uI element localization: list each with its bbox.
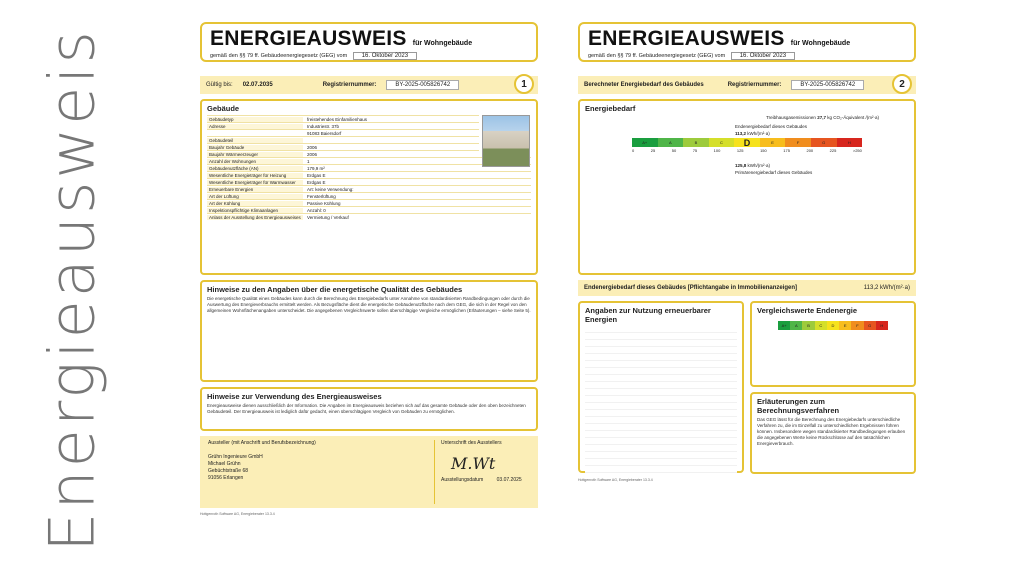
band-title: Berechneter Energiebedarf des Gebäudes <box>584 82 704 88</box>
primary-demand-value: 125,8 <box>735 163 747 168</box>
hint-title: Hinweise zu den Angaben über die energetische Qualität des Gebäudes <box>207 285 463 294</box>
building-section <box>200 99 538 275</box>
class-D: D <box>827 321 839 330</box>
row-key: Adresse <box>207 124 303 129</box>
registration-bar <box>578 76 916 94</box>
title-box <box>200 22 538 62</box>
building-row <box>207 115 479 122</box>
row-key: Gebäudeteil <box>207 138 303 143</box>
building-row <box>207 122 479 129</box>
row-value: Erdgas E <box>307 172 326 178</box>
class-C: C <box>709 138 735 147</box>
primary-demand-label: Primärenergiebedarf dieses Gebäudes <box>735 170 813 175</box>
row-key: Wesentliche Energieträger für Heizung <box>207 173 303 178</box>
row-key: Baujahr Wärmeerzeuger <box>207 152 303 157</box>
usage-title: Hinweise zur Verwendung des Energieausweises <box>207 392 382 401</box>
explanation-text: Das GEG lässt für die Berechnung des Energiebedarfs unterschiedliche Verfahren zu, die im Einzelfall zu unterschiedlichen Ergebnissen führen können. Insbesondere wegen standardisierter Randbedingungen erlauben die angegebenen Werte keine Rückschlüsse auf den tatsächlichen Energieverbrauch. <box>757 417 906 446</box>
hint-text: Die energetische Qualität eines Gebäudes kann durch die Berechnung des Energiebedarfs unter Annahme von standardisierten Randbedingungen oder durch die Auswertung des Energieverbrauchs ermittelt werden. Als Bezugsfläche dient die energetische Gebäudenutzfläche nach dem GEG, die sich in der Regel von den allgemeinen Wohnflächenangaben unterscheidet. Die angegebenen Vergleichswerte sollen überschlägige Vergleiche ermöglichen (Erläuterungen – siehe Seite 5). <box>207 296 531 313</box>
software-footer: Hottgenroth Software AG, Energieberater 13.3.4 <box>200 512 275 516</box>
row-key: Erneuerbare Energien <box>207 187 303 192</box>
issue-date: 03.07.2025 <box>496 477 522 483</box>
co2-value: 27,7 <box>817 115 826 120</box>
page-number: 1 <box>514 74 534 94</box>
tick-label: 175 <box>783 148 790 153</box>
law-date: 16. Oktober 2023 <box>731 52 795 60</box>
building-row <box>207 178 531 185</box>
building-row <box>207 150 479 157</box>
renewables-section <box>578 301 744 473</box>
row-key: Baujahr Gebäude <box>207 145 303 150</box>
issuer-address <box>208 454 426 482</box>
registration-bar <box>200 76 538 94</box>
doc-subtitle: für Wohngebäude <box>790 40 851 47</box>
issuer-line: Gebüchtstraße 68 <box>208 468 249 474</box>
class-G: G <box>811 138 837 147</box>
row-value: freistehendes Einfamilienhaus <box>307 116 368 122</box>
doc-title: ENERGIEAUSWEIS <box>588 27 785 50</box>
unit: kWh/(m²·a) <box>747 131 770 136</box>
tick-label: 150 <box>760 148 767 153</box>
energy-certificate-page-1 <box>200 22 538 554</box>
building-row <box>207 136 479 143</box>
explanation-title: Erläuterungen zum Berechnungsverfahren <box>757 397 840 415</box>
class-G: G <box>864 321 876 330</box>
issuer-line: Michael Grühn <box>208 461 241 467</box>
class-E: E <box>760 138 786 147</box>
row-value: 2006 <box>307 151 318 157</box>
row-key: Anzahl der Wohnungen <box>207 159 303 164</box>
building-row <box>207 143 479 150</box>
issuer-line: 91056 Erlangen <box>208 475 244 481</box>
efficiency-scale <box>632 138 862 147</box>
software-footer: Hottgenroth Software AG, Energieberater 13.3.4 <box>578 478 653 482</box>
valid-date: 02.07.2035 <box>242 82 273 88</box>
tick-label: 75 <box>692 148 698 153</box>
class-A: A <box>658 138 684 147</box>
row-key: Gebäudetyp <box>207 117 303 122</box>
comparison-section <box>750 301 916 387</box>
co2-unit: kg CO₂-Äquivalent /(m²·a) <box>827 115 879 120</box>
end-demand-bar <box>578 280 916 296</box>
row-key: Inspektionspflichtige Klimaanlagen <box>207 208 303 213</box>
row-key: Art der Lüftung <box>207 194 303 199</box>
class-H: H <box>837 138 863 147</box>
row-value: 2006 <box>307 144 318 150</box>
row-value: 179,9 m² <box>307 165 325 171</box>
class-B: B <box>683 138 709 147</box>
row-key: Gebäudenutzfläche (AN) <box>207 166 303 171</box>
valid-label: Gültig bis: <box>206 82 233 88</box>
row-key: Wesentliche Energieträger für Warmwasser <box>207 180 303 185</box>
reg-label: Registriernummer: <box>727 82 782 88</box>
row-value: Anzahl: 0 <box>307 207 326 213</box>
building-photo <box>482 115 530 167</box>
renewables-table <box>585 326 737 476</box>
class-B: B <box>802 321 814 330</box>
co2-label: Treibhausgasemissionen <box>766 115 816 120</box>
row-value: 1 <box>307 158 310 164</box>
row-value: Erdgas E <box>307 179 326 185</box>
comparison-scale <box>778 321 888 330</box>
tick-label: 100 <box>713 148 721 153</box>
tick-label: 200 <box>806 148 814 153</box>
class-C: C <box>815 321 827 330</box>
energy-certificate-page-2 <box>578 22 916 554</box>
tick-label: 25 <box>650 148 656 153</box>
end-demand-bar-value: 113,2 kWh/(m²·a) <box>863 285 910 291</box>
energy-demand-section <box>578 99 916 275</box>
building-row <box>207 213 531 220</box>
tick-label: >250 <box>852 148 862 153</box>
issuer-label: Aussteller (mit Anschrift und Berufsbezeichnung) <box>208 440 316 446</box>
class-E: E <box>839 321 851 330</box>
reg-label: Registriernummer: <box>322 82 377 88</box>
comparison-title: Vergleichswerte Endenergie <box>757 306 858 315</box>
building-row <box>207 185 531 192</box>
usage-section <box>200 387 538 431</box>
row-key: Anlass der Ausstellung des Energieausweises <box>207 215 303 220</box>
hint-section <box>200 280 538 382</box>
row-key: Art der Kühlung <box>207 201 303 206</box>
section-title: Energiebedarf <box>585 104 636 113</box>
end-demand-bar-label: Endenergiebedarf dieses Gebäudes [Pflichtangabe in Immobilienanzeigen] <box>584 285 798 291</box>
page-number: 2 <box>892 74 912 94</box>
row-value: Passive Kühlung <box>307 200 341 206</box>
unit: kWh/(m²·a) <box>747 163 771 168</box>
row-value: Art: keine Verwendung: <box>307 186 354 192</box>
end-demand-label: Endenergiebedarf dieses Gebäudes <box>735 124 808 129</box>
signature: M.Wt <box>451 454 496 473</box>
side-title: Energieausweis <box>35 28 109 552</box>
scale-ticks <box>632 148 862 153</box>
doc-title: ENERGIEAUSWEIS <box>210 27 407 50</box>
renewables-title: Angaben zur Nutzung erneuerbarer Energien <box>585 306 711 324</box>
building-row <box>207 199 531 206</box>
reg-number: BY-2025-005826742 <box>386 80 459 90</box>
law-text: gemäß den §§ 79 ff. Gebäudeenergiegesetz (GEG) vom <box>588 53 726 59</box>
doc-subtitle: für Wohngebäude <box>412 40 473 47</box>
law-text: gemäß den §§ 79 ff. Gebäudeenergiegesetz (GEG) vom <box>210 53 348 59</box>
building-row <box>207 192 531 199</box>
row-value: Fensterlüftung <box>307 193 336 199</box>
tick-label: 0 <box>632 148 635 153</box>
row-value: 91083 Baiersdorf <box>307 130 342 136</box>
class-H: H <box>876 321 888 330</box>
building-row <box>207 129 479 136</box>
end-demand-value: 113,2 <box>735 131 747 136</box>
class-F: F <box>785 138 811 147</box>
tick-label: 50 <box>671 148 677 153</box>
tick-label: 225 <box>829 148 837 153</box>
row-value: Vermietung / Verkauf <box>307 214 349 220</box>
explanation-section <box>750 392 916 474</box>
class-D: D <box>734 138 760 147</box>
class-A+: A+ <box>632 138 658 147</box>
title-box <box>578 22 916 62</box>
tick-label: 125 <box>736 148 744 153</box>
section-title: Gebäude <box>207 104 240 113</box>
class-A+: A+ <box>778 321 790 330</box>
row-value: Industriestr. 37b <box>307 123 340 129</box>
signature-label: Unterschrift des Ausstellers <box>441 440 502 446</box>
issuer-line: Grühn Ingenieure GmbH <box>208 454 263 460</box>
usage-text: Energieausweise dienen ausschließlich der Information. Die Angaben im Energieausweis beziehen sich auf das gesamte Gebäude oder den oben bezeichneten Gebäudeteil. Der Energieausweis ist lediglich dafür gedacht, einen überschlägigen Vergleich von Gebäuden zu ermöglichen. <box>207 403 526 414</box>
date-label: Ausstellungsdatum <box>441 477 484 483</box>
class-F: F <box>851 321 863 330</box>
class-A: A <box>790 321 802 330</box>
building-row <box>207 171 531 178</box>
reg-number: BY-2025-005826742 <box>791 80 864 90</box>
law-date: 16. Oktober 2023 <box>353 52 417 60</box>
building-row <box>207 206 531 213</box>
issuer-box <box>200 436 538 508</box>
